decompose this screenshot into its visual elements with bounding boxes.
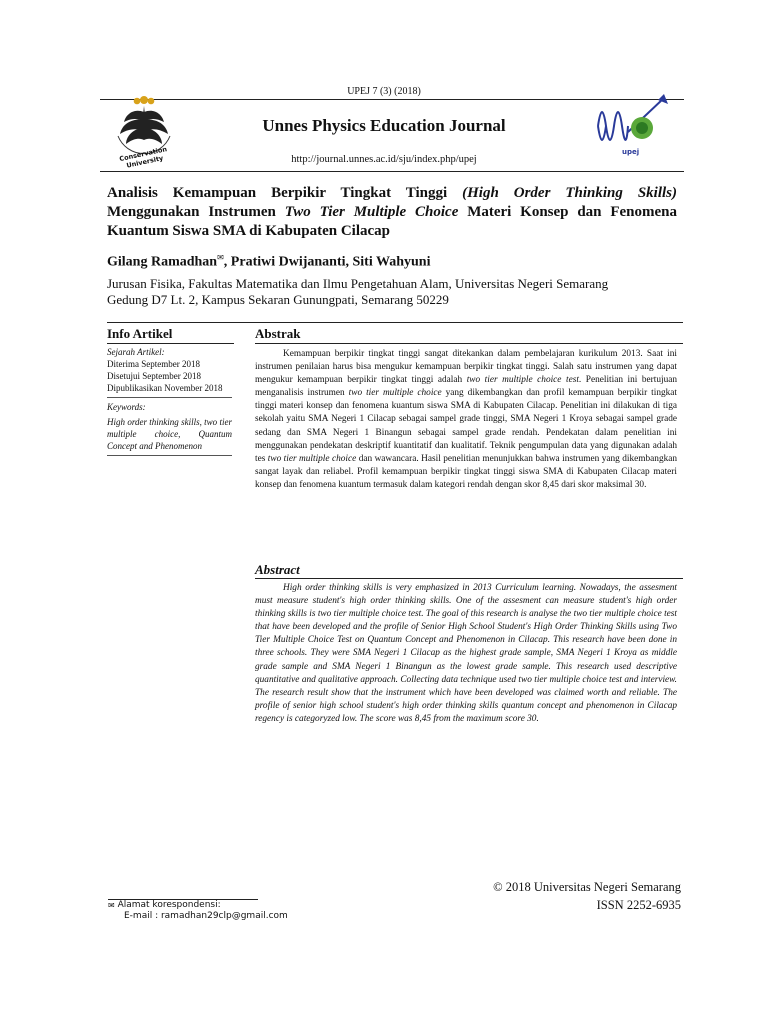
header-bottom-rule [100,171,684,172]
approved-date: Disetujui September 2018 [107,371,201,381]
correspondence [108,900,288,922]
issn: ISSN 2252-6935 [596,898,681,912]
upej-wave-icon [594,92,674,164]
abstract-body: High order thinking skills is very emphasized in 2013 Curriculum learning. Nowadays, the assesment must measure student's high order thinking skills. One of the assesment can measure student's high order thinking skills is two tier multiple choice test. The goal of this research is analyse the two tier multiple choice test that have been developed and the profile of Senior High School Student's High Order Thinking Skills using Two Tier Multiple Choice Test on Quantum Concept and Phenomenon in Cilacap. This research have been done in three schools. They were SMA Negeri 1 Cilacap as the highest grade sample, SMA Negeri 1 Kroya as middle grade sample and SMA Negeri 1 Binangun as the lowest grade sample. This research used descriptive quantitative and qualitative approach. Collecting data technique used two tier multiple choice test and interview. The research result show that the instrument which have been developed was claimed worth and reliable. The profile of senior high school student's high order thinking skills quantum concept and phenomenon in Cilacap regency is categoryzed low. The score was 8,45 from the maximum score 30. [255,583,677,724]
keywords-label: Keywords: [107,402,146,412]
svg-text:upej: upej [622,148,640,156]
mail-icon: ✉ [217,253,224,262]
correspondence-label: Alamat korespondensi: [117,900,221,910]
title-text-3: Materi Konsep dan Fenomena Kuantum Siswa SMA di Kabupaten Cilacap [107,204,677,239]
abstrak-text-2: . Penelitian ini bertujuan menganalisis instrumen [255,375,678,399]
journal-issue: UPEJ 7 (3) (2018) [347,86,421,97]
info-divider [107,397,232,398]
info-bottom-rule [107,455,232,456]
abstrak-text-4: dan wawancara. Hasil penelitian menunjukkan bahwa instrumen yang dikembangkan sangat layak dan reliabel. Profil kemampuan berpikir tingkat tinggi siswa SMA di Kabupaten Cilacap materi konsep dan fenomena kuantum termasuk dalam kategori rendah dengan skor 8,45 dari skor maksimal 30. [255,453,678,490]
first-author: Gilang Ramadhan [107,254,218,270]
title-italic-2: Two Tier Multiple Choice [284,204,459,220]
abstrak-italic-2: two tier multiple choice [348,388,442,399]
article-info-box [107,343,232,459]
abstract-heading: Abstract [255,562,300,577]
section-top-rule [107,322,683,323]
title-text-2: Menggunakan Instrumen [107,204,276,220]
abstrak-heading: Abstrak [255,326,301,341]
history-label: Sejarah Artikel: [107,347,165,357]
journal-title: Unnes Physics Education Journal [262,116,506,135]
published-date: Dipublikasikan November 2018 [107,383,223,393]
abstrak-body [255,348,677,492]
affiliation-line-1: Jurusan Fisika, Fakultas Matematika dan Ilmu Pengetahuan Alam, Universitas Negeri Semarang [107,276,609,291]
mail-icon: ✉ [108,901,115,910]
info-heading: Info Artikel [107,326,173,341]
abstrak-text-1: Kemampuan berpikir tingkat tinggi sangat ditekankan dalam pembelajaran kurikulum 2013. Saat ini instrumen penilaian harus bisa mengukur kemampuan berpikir tingkat tinggi. Salah satu instrumen yang dapat mengukur kemampuan berpikir tingkat tinggi adalah [255,349,677,386]
abstrak-italic-3: two tier multiple choice [267,453,357,464]
abstrak-text-3: yang dikembangkan dan profil kemampuan berpikir tingkat tinggi materi konsep dan fenomena kuantum siswa SMA di Kabupaten Cilacap. Penelitian ini dilakukan di tiga sekolah yaitu SMA Negeri 1 Cilacap sebagai sampel grade tinggi, SMA Negeri 1 Kroya sebagai sampel grade sedang dan SMA Negeri 1 Binangun sebagai sampel grade rendah. Pendekatan dalam penelitian ini menggunakan pendekatan deskriptif kuantitatif dan kualitatif. Teknik pengumpulan data yang digunakan adalah tes [255,388,678,464]
affiliation [107,276,677,308]
other-authors: , Pratiwi Dwijananti, Siti Wahyuni [223,254,431,270]
journal-url[interactable]: http://journal.unnes.ac.id/sju/index.php/upej [291,154,477,165]
article-title [107,184,677,241]
abstrak-heading-rule [255,343,683,344]
keywords: High order thinking skills, two tier multiple choice, Quantum Concept and Phenomenon [107,417,232,451]
affiliation-line-2: Gedung D7 Lt. 2, Kampus Sekaran Gunungpati, Semarang 50229 [107,292,449,307]
authors [107,253,677,271]
title-text-1: Analisis Kemampuan Berpikir Tingkat Tinggi [107,185,448,201]
title-italic-1: (High Order Thinking Skills) [462,185,678,201]
abstrak-italic-1: two tier multiple choice test [466,375,579,386]
copyright: © 2018 Universitas Negeri Semarang [493,880,681,894]
correspondence-email[interactable]: E-mail : ramadhan29clp@gmail.com [124,911,288,921]
received-date: Diterima September 2018 [107,359,200,369]
university-logo-text: Conservation University [118,145,168,170]
abstract-heading-rule [255,578,683,579]
